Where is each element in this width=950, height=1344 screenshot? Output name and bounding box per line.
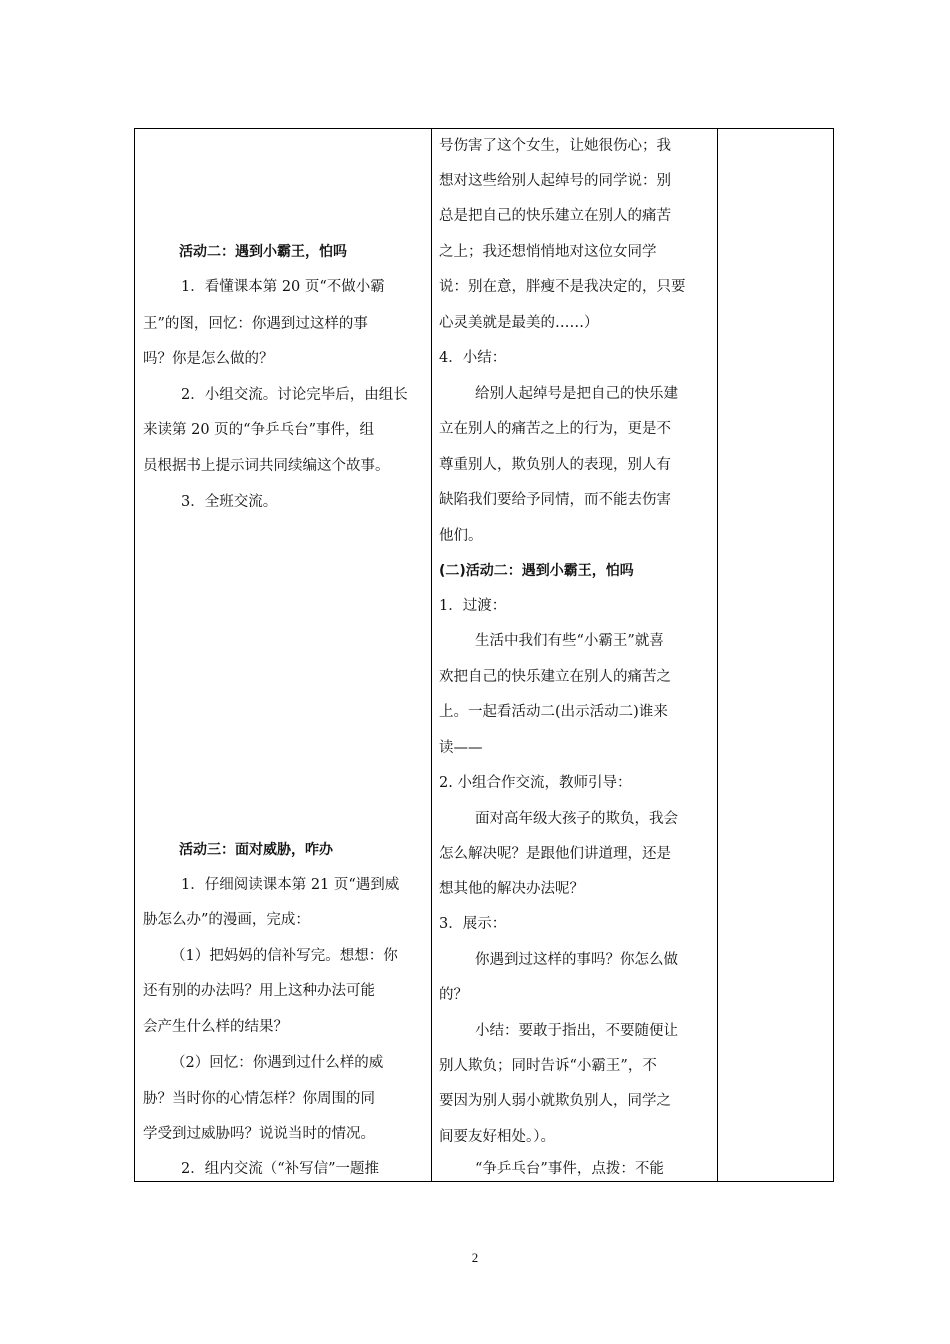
paragraph-line: 总是把自己的快乐建立在别人的痛苦 <box>439 208 671 224</box>
summary-line: 尊重别人，欺负别人的表现，别人有 <box>439 457 671 473</box>
summary-line: 给别人起绰号是把自己的快乐建 <box>475 386 678 402</box>
activity3-sub2-line: （2）回忆：你遇到过什么样的威 <box>171 1055 384 1071</box>
page-number: 2 <box>471 1250 479 1265</box>
activity3-sub1-line: （1）把妈妈的信补写完。想想：你 <box>171 948 398 964</box>
section2-title: (二)活动二：遇到小霸王，怕吗 <box>439 563 634 579</box>
column-divider <box>431 129 432 1181</box>
transition-line: 读—— <box>439 740 483 756</box>
paragraph-line: 说：别在意，胖瘦不是我决定的，只要 <box>439 279 686 295</box>
paragraph-line: 心灵美就是最美的……） <box>439 315 599 331</box>
activity2-item3: 3．全班交流。 <box>181 494 278 510</box>
activity3-sub1-line: 还有别的办法吗？用上这种办法可能 <box>143 983 375 999</box>
summary2-line: 小结：要敢于指出，不要随便让 <box>475 1023 678 1039</box>
activity3-title: 活动三：面对威胁，咋办 <box>179 842 333 858</box>
activity2-item2-line: 来读第 20 页的“争乒乓台”事件，组 <box>143 422 374 438</box>
group-line: 想其他的解决办法呢？ <box>439 881 584 897</box>
activity2-item1-line: 王”的图，回忆：你遇到过这样的事 <box>143 316 368 332</box>
show-line: 你遇到过这样的事吗？你怎么做 <box>475 952 678 968</box>
column-divider <box>717 129 718 1181</box>
transition-line: 上。一起看活动二(出示活动二)谁来 <box>439 704 668 720</box>
activity3-sub2-line: 学受到过威胁吗？说说当时的情况。 <box>143 1126 375 1142</box>
activity3-sub1-line: 会产生什么样的结果？ <box>143 1019 288 1035</box>
summary2-line: 间要友好相处。）。 <box>439 1129 555 1145</box>
activity3-item2: 2．组内交流（“补写信”一题推 <box>181 1161 380 1177</box>
activity2-item1-line: 1．看懂课本第 20 页“不做小霸 <box>181 279 385 295</box>
show-line: 的？ <box>439 987 468 1003</box>
middle-column <box>439 129 711 1181</box>
activity2-item2-line: 2．小组交流。讨论完毕后，由组长 <box>181 387 408 403</box>
paragraph-line: 号伤害了这个女生，让她很伤心；我 <box>439 138 671 154</box>
summary2-line: 要因为别人弱小就欺负别人，同学之 <box>439 1093 671 1109</box>
group-label: 2. 小组合作交流，教师引导： <box>439 775 632 791</box>
group-line: 面对高年级大孩子的欺负，我会 <box>475 811 678 827</box>
summary-label: 4．小结： <box>439 350 507 366</box>
right-column <box>719 129 833 1181</box>
lesson-table <box>134 128 834 1182</box>
summary-line: 缺陷我们要给予同情，而不能去伤害 <box>439 492 671 508</box>
summary-line: 他们。 <box>439 528 483 544</box>
left-column <box>143 129 425 1181</box>
paragraph-line: 之上；我还想悄悄地对这位女同学 <box>439 244 657 260</box>
transition-line: 欢把自己的快乐建立在别人的痛苦之 <box>439 669 671 685</box>
summary-line: 立在别人的痛苦之上的行为，更是不 <box>439 421 671 437</box>
activity3-item1-line: 1．仔细阅读课本第 21 页“遇到威 <box>181 877 400 893</box>
group-line: 怎么解决呢？是跟他们讲道理，还是 <box>439 846 671 862</box>
activity3-item1-line: 胁怎么办”的漫画，完成： <box>143 912 310 928</box>
activity3-sub2-line: 胁？当时你的心情怎样？你周围的同 <box>143 1091 375 1107</box>
paragraph-line: 想对这些给别人起绰号的同学说：别 <box>439 173 671 189</box>
transition-line: 生活中我们有些“小霸王”就喜 <box>475 633 664 649</box>
summary2-line: 别人欺负；同时告诉“小霸王”，不 <box>439 1058 657 1074</box>
show-label: 3．展示： <box>439 916 507 932</box>
last-line: “争乒乓台”事件，点拨：不能 <box>475 1161 664 1177</box>
activity2-item2-line: 员根据书上提示词共同续编这个故事。 <box>143 458 390 474</box>
transition-label: 1．过渡： <box>439 598 507 614</box>
activity2-title: 活动二：遇到小霸王，怕吗 <box>179 244 347 260</box>
activity2-item1-line: 吗？你是怎么做的？ <box>143 351 274 367</box>
